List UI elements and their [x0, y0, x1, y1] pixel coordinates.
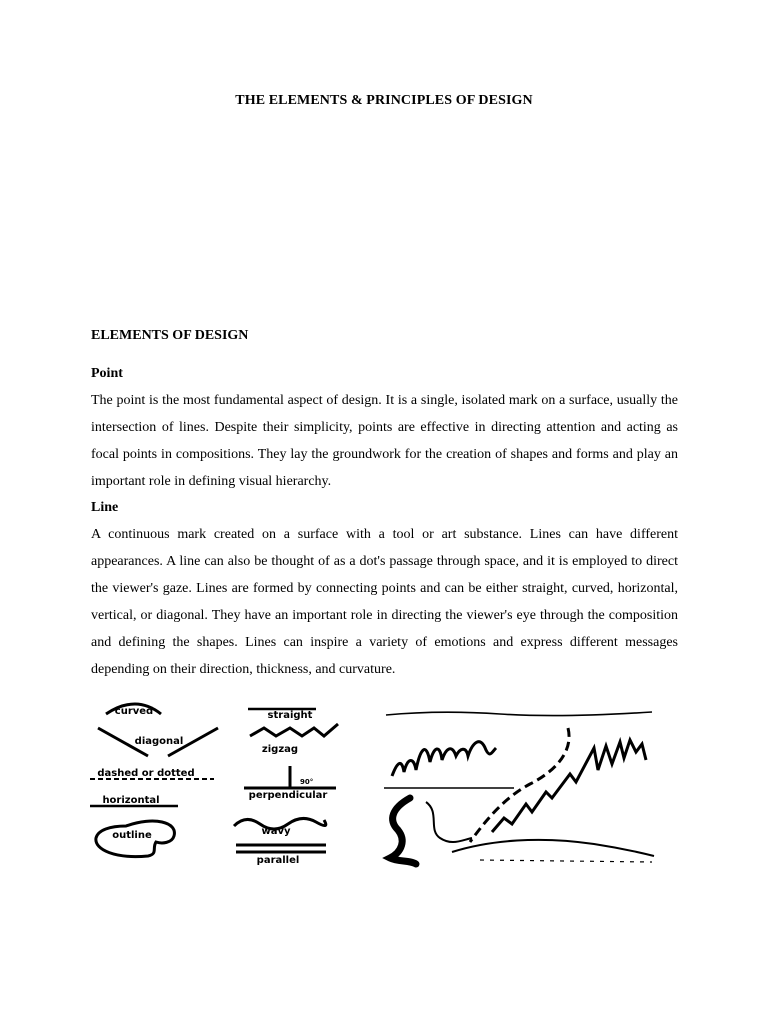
label-dashed: dashed or dotted	[97, 768, 195, 779]
drawing-thin-curve	[426, 802, 472, 842]
paragraph-line: A continuous mark created on a surface with a tool or art substance. Lines can have different appearances. A line can also be thought of as a dot's passage through space, and it is employed to direct the viewer's gaze. Lines are formed by connecting points and can be either straight, curved, horizontal, vertical, or diagonal. They have an important role in directing the viewer's eye through the composition and defining the shapes. Lines can inspire a variety of emotions and express different messages depending on their direction, thickness, and curvature.	[91, 527, 678, 677]
zigzag-line-sample	[250, 724, 338, 736]
label-wavy: wavy	[261, 826, 291, 837]
label-diagonal: diagonal	[134, 736, 184, 747]
paragraph-point: The point is the most fundamental aspect of design. It is a single, isolated mark on a surface, usually the intersection of lines. Despite their simplicity, points are effective in directing attention and acting as focal points in compositions. They lay the groundwork for the creation of shapes and forms and play an important role in defining visual hierarchy.	[91, 393, 678, 489]
drawing-top-line	[386, 712, 652, 716]
label-outline: outline	[112, 830, 152, 841]
expressive-lines-drawing	[380, 700, 658, 870]
drawing-bottom-dotted	[480, 860, 652, 862]
label-straight: straight	[267, 710, 313, 721]
heading-line: Line	[91, 500, 119, 515]
line-types-figure	[86, 692, 348, 872]
heading-point: Point	[91, 366, 123, 381]
label-perpendicular: perpendicular	[248, 790, 328, 801]
document-title: THE ELEMENTS & PRINCIPLES OF DESIGN	[235, 93, 533, 108]
drawing-bold-curve	[390, 798, 416, 864]
drawing-zigzag-peaks	[492, 740, 646, 832]
drawing-loopy-line	[392, 742, 496, 776]
label-horizontal: horizontal	[102, 795, 160, 806]
label-parallel: parallel	[256, 855, 300, 866]
section-heading-elements: ELEMENTS OF DESIGN	[91, 328, 249, 343]
label-zigzag: zigzag	[261, 744, 299, 755]
drawing-bottom-curve	[452, 840, 654, 856]
label-curved: curved	[114, 706, 154, 717]
label-angle-mark: 90°	[300, 778, 314, 786]
